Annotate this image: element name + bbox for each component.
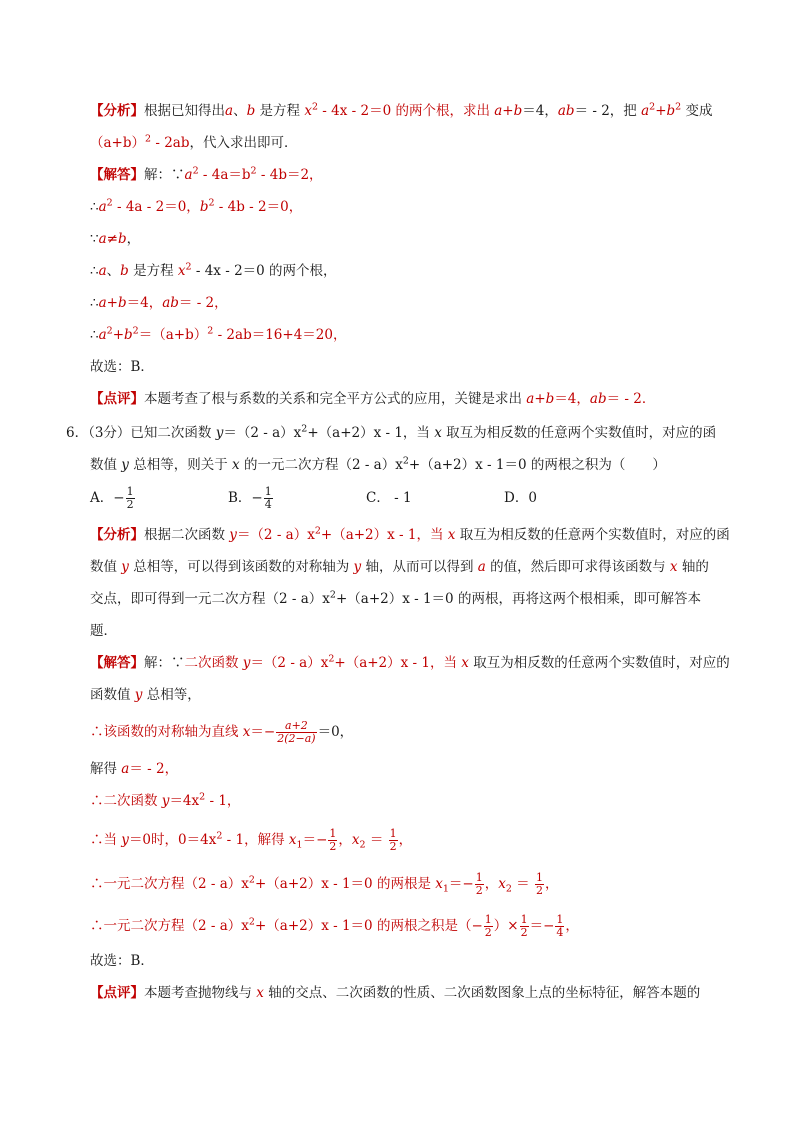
- comment-tag: 【点评】: [90, 391, 144, 407]
- math: ）×: [493, 918, 519, 934]
- text: ∴: [90, 263, 99, 279]
- exponent: 2: [649, 101, 656, 113]
- question-6-line-2: [90, 456, 724, 474]
- math: - 2ab: [151, 135, 190, 151]
- answer-line-5: [90, 792, 724, 810]
- exponent: 2: [329, 589, 336, 601]
- text: 总相等，可以得到该函数的对称轴为: [128, 559, 354, 575]
- exponent: 2: [192, 165, 199, 177]
- comment-line: [90, 390, 724, 408]
- math: +（a+2）x - 1，当: [320, 527, 448, 543]
- text: - 4x - 2＝0 的两个根，: [191, 263, 337, 279]
- subscript: 1: [296, 839, 303, 851]
- numerator: 1: [389, 827, 397, 840]
- fraction: [555, 914, 564, 939]
- subscript: 2: [505, 883, 512, 895]
- analysis-line-2: [90, 558, 724, 576]
- math: ，: [398, 832, 413, 848]
- math: - 4a＝b: [198, 167, 251, 183]
- math: ＝4，: [126, 295, 163, 311]
- step-line: [90, 230, 724, 248]
- denominator: 2(2−a): [277, 732, 316, 745]
- text: 、: [233, 103, 247, 119]
- math: ＝−: [250, 724, 276, 740]
- math: y: [121, 559, 129, 575]
- denominator: 4: [264, 498, 272, 511]
- numerator: 1: [556, 913, 564, 926]
- text: 本题考查抛物线与: [144, 985, 257, 1001]
- math: x: [435, 876, 443, 892]
- math: ＝−: [302, 832, 328, 848]
- text: ∴一元二次方程（2 - a）x: [90, 876, 249, 892]
- math: x: [669, 559, 678, 575]
- denominator: 2: [535, 884, 543, 897]
- analysis-line-4: 题．: [90, 623, 117, 639]
- math: （a+b）: [90, 135, 146, 151]
- math: x: [434, 425, 442, 441]
- math: - 1，: [205, 793, 241, 809]
- numerator: 1: [329, 827, 337, 840]
- math: y: [215, 425, 224, 441]
- text: 根据已知得出: [144, 103, 225, 119]
- fraction: [126, 486, 135, 511]
- math: ＝（2 - a）x: [236, 527, 315, 543]
- exponent: 2: [250, 165, 257, 177]
- math: ＝ - 2，: [129, 761, 179, 777]
- denominator: 2: [475, 884, 483, 897]
- math: +（a+2）x - 1＝0 的两根之积为（ ）: [408, 457, 666, 473]
- exponent: 2: [199, 791, 206, 803]
- math: y: [242, 655, 251, 671]
- exponent: 2: [207, 325, 214, 337]
- text: 的值，然后即可求得该函数与: [485, 559, 670, 575]
- comment-line: [90, 984, 724, 1002]
- answer-tag: 【解答】: [90, 167, 144, 183]
- analysis-line-1: [90, 102, 724, 120]
- text: 、: [106, 263, 121, 279]
- math: a: [121, 761, 130, 777]
- denominator: 2: [389, 840, 397, 853]
- exponent: 2: [311, 101, 318, 113]
- numerator: 1: [484, 913, 492, 926]
- math: a: [98, 199, 107, 215]
- step-line: [90, 198, 724, 216]
- denominator: 2: [126, 498, 134, 511]
- math: x: [177, 263, 186, 279]
- math: +（a+2）x - 1，当: [334, 655, 462, 671]
- text: 变成: [681, 103, 713, 119]
- fraction: [535, 872, 544, 897]
- option-label: A．: [90, 490, 114, 506]
- text: 二次函数: [184, 655, 243, 671]
- fraction: [389, 828, 398, 853]
- text: 总相等，则关于: [128, 457, 233, 473]
- math: −: [113, 490, 125, 506]
- subscript: 1: [442, 883, 449, 895]
- text: ＝4，: [522, 103, 558, 119]
- text: 总相等，: [142, 687, 201, 703]
- text: ＝ - 2，把: [574, 103, 642, 119]
- text: 取互为相反数的任意两个实数值时，对应的函: [455, 527, 730, 543]
- exponent: 2: [248, 874, 255, 886]
- answer-line-4: [90, 760, 724, 778]
- options-row: [90, 486, 724, 511]
- text: 本题考查了根与系数的关系和完全平方公式的应用，关键是求出: [144, 391, 527, 407]
- text: 是方程: [255, 103, 305, 119]
- text: 解：∵: [144, 167, 185, 183]
- text: 轴的交点、二次函数的性质、二次函数图象上点的坐标特征，解答本题的: [263, 985, 701, 1001]
- math: ＝−: [448, 876, 474, 892]
- math: ＝: [511, 876, 534, 892]
- exponent: 2: [145, 133, 152, 145]
- numerator: a+2: [276, 720, 316, 733]
- math: - 4b - 2＝0，: [214, 199, 303, 215]
- math: b: [246, 103, 256, 119]
- exponent: 2: [216, 830, 223, 842]
- math: ＝4x: [169, 793, 200, 809]
- math: ＝（a+b）: [138, 327, 208, 343]
- math: y: [121, 457, 129, 473]
- analysis-tag: 【分析】: [90, 103, 144, 119]
- numerator: 1: [264, 485, 272, 498]
- text: ∴: [90, 199, 99, 215]
- math: y: [229, 527, 237, 543]
- math: ＝0，: [317, 724, 354, 740]
- math: ＝0时，0＝4x: [128, 832, 217, 848]
- text: ∴二次函数: [90, 793, 162, 809]
- math: +（a+2）x - 1＝0 的两根是: [254, 876, 436, 892]
- text: 根据二次函数: [144, 527, 230, 543]
- math: x: [256, 985, 264, 1001]
- math: a: [184, 167, 193, 183]
- math: a: [98, 327, 107, 343]
- math: x: [288, 832, 297, 848]
- math: a≠b: [98, 231, 127, 247]
- numerator: 1: [126, 485, 134, 498]
- math: ，: [484, 876, 499, 892]
- analysis-line-1: [90, 525, 730, 544]
- text: （3分）已知二次函数: [88, 425, 216, 441]
- step-line: [90, 326, 724, 344]
- fraction: [520, 914, 529, 939]
- exponent: 2: [314, 525, 321, 537]
- math: a+b: [526, 391, 555, 407]
- answer-line-7: [90, 872, 724, 897]
- text: ，: [126, 231, 141, 247]
- math: b: [199, 199, 209, 215]
- option-b: [228, 486, 366, 511]
- text: 轴，从而可以得到: [361, 559, 478, 575]
- math: a: [477, 559, 486, 575]
- question-number: 6．: [66, 425, 89, 441]
- option-c: C． - 1: [366, 490, 412, 506]
- fraction: [484, 914, 493, 939]
- math: ＝−: [529, 918, 555, 934]
- math: +（a+2）x - 1＝0 的两根，再将这两个根相乘，即可解答本: [335, 591, 701, 607]
- math: y: [121, 832, 129, 848]
- option-a: [90, 486, 228, 511]
- math: y: [134, 687, 143, 703]
- exponent: 2: [248, 916, 255, 928]
- text: ∵: [90, 231, 99, 247]
- denominator: 2: [484, 926, 492, 939]
- math: ，: [565, 918, 579, 934]
- step-line: [90, 294, 724, 312]
- text: 解：∵: [144, 655, 185, 671]
- text: 取互为相反数的任意两个实数值时，对应的: [468, 655, 730, 671]
- exponent: 2: [402, 455, 409, 467]
- subscript: 2: [359, 839, 366, 851]
- numerator: 1: [535, 871, 543, 884]
- math: - 4x - 2＝0 的两个根，求出: [317, 103, 495, 119]
- answer-line-1: [90, 166, 724, 184]
- fraction: [264, 486, 273, 511]
- fraction: [276, 720, 316, 745]
- math: - 1，解得: [222, 832, 289, 848]
- text: ∴当: [90, 832, 122, 848]
- math: y: [353, 559, 362, 575]
- answer-line-8: [90, 914, 724, 939]
- analysis-line-2: [90, 134, 724, 152]
- math: a+b: [98, 295, 127, 311]
- math: +b: [112, 327, 133, 343]
- text: 是方程: [128, 263, 178, 279]
- math: −: [251, 490, 263, 506]
- fraction: [328, 828, 337, 853]
- math: ＝ - 2，: [178, 295, 228, 311]
- math: ab: [162, 295, 179, 311]
- comment-tag: 【点评】: [90, 985, 144, 1001]
- answer-line-6: [90, 828, 724, 853]
- math: x: [461, 655, 469, 671]
- step-line: [90, 262, 724, 280]
- math: +（a+2）x - 1，当: [307, 425, 435, 441]
- math: x: [498, 876, 506, 892]
- answer-line-2: [90, 686, 724, 704]
- math: 交点，即可得到一元二次方程（2 - a）x: [90, 591, 330, 607]
- analysis-line-3: [90, 590, 724, 608]
- math: ab: [589, 391, 607, 407]
- math: ＝: [365, 832, 388, 848]
- question-6-line-1: [66, 424, 724, 442]
- text: ，代入求出即可．: [189, 135, 298, 151]
- text: ∴该函数的对称轴为直线: [90, 724, 243, 740]
- math: ，: [338, 832, 352, 848]
- choose-line: 故选：B．: [90, 953, 154, 969]
- math: x: [351, 832, 360, 848]
- text: 数值: [90, 559, 122, 575]
- text: ∴: [90, 295, 99, 311]
- option-label: B．: [228, 490, 252, 506]
- exponent: 2: [106, 325, 113, 337]
- text: 轴的: [677, 559, 709, 575]
- math: ＝ - 2．: [606, 391, 656, 407]
- math: ＝（2 - a）x: [250, 655, 329, 671]
- math: x: [447, 527, 456, 543]
- math: a: [641, 103, 650, 119]
- math: ＝4，: [554, 391, 590, 407]
- text: 函数值: [90, 687, 135, 703]
- math: - 2ab＝16+4＝20，: [213, 327, 347, 343]
- exponent: 2: [328, 653, 335, 665]
- math: x: [304, 103, 312, 119]
- choose-line: 故选：B．: [90, 359, 154, 375]
- math: - 4a - 2＝0，: [112, 199, 200, 215]
- math: a+b: [494, 103, 523, 119]
- math: +（a+2）x - 1＝0 的两根之积是（−: [254, 918, 483, 934]
- math: x: [232, 457, 240, 473]
- text: 数值: [90, 457, 122, 473]
- denominator: 2: [329, 840, 337, 853]
- math: +b: [655, 103, 676, 119]
- analysis-tag: 【分析】: [90, 527, 144, 543]
- math: 的一元二次方程（2 - a）x: [239, 457, 403, 473]
- text: ∴: [90, 327, 99, 343]
- math: ＝（2 - a）x: [223, 425, 302, 441]
- math: b: [120, 263, 129, 279]
- exponent: 2: [675, 101, 682, 113]
- exponent: 2: [185, 261, 192, 273]
- math: - 4b＝2，: [256, 167, 323, 183]
- math: a: [225, 103, 234, 119]
- exponent: 2: [132, 325, 139, 337]
- text: 取互为相反数的任意两个实数值时，对应的函: [441, 425, 717, 441]
- math: ，: [544, 876, 559, 892]
- numerator: 1: [475, 871, 483, 884]
- math: x: [242, 724, 251, 740]
- answer-line-3: [90, 720, 724, 745]
- exponent: 2: [301, 423, 308, 435]
- math: a: [98, 263, 107, 279]
- answer-line-1: [90, 653, 730, 672]
- exponent: 2: [208, 197, 215, 209]
- numerator: 1: [520, 913, 528, 926]
- math: ab: [557, 103, 575, 119]
- option-d: D．0: [504, 490, 537, 506]
- fraction: [475, 872, 484, 897]
- math: y: [161, 793, 170, 809]
- text: ∴一元二次方程（2 - a）x: [90, 918, 249, 934]
- denominator: 4: [556, 926, 564, 939]
- denominator: 2: [520, 926, 528, 939]
- text: 解得: [90, 761, 122, 777]
- answer-tag: 【解答】: [90, 655, 144, 671]
- exponent: 2: [106, 197, 113, 209]
